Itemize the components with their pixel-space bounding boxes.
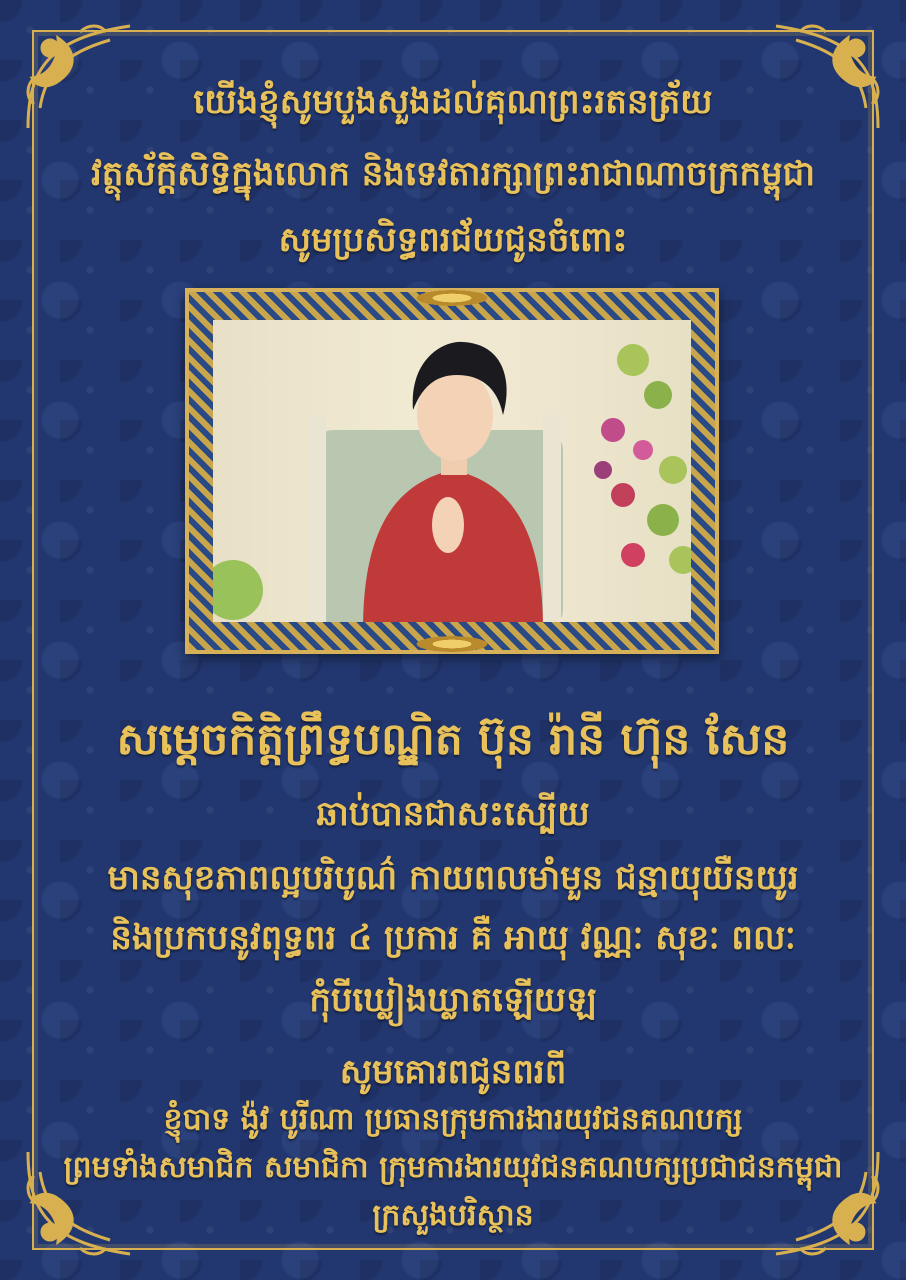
heading-line-3: សូមប្រសិទ្ធពរជ័យជូនចំពោះ bbox=[278, 220, 628, 260]
honoree-name: សម្តេចកិត្តិព្រឹទ្ធបណ្ឌិត ប៊ុន រ៉ានី ហ៊ុន សែន bbox=[116, 714, 790, 765]
frame-ornament-icon bbox=[407, 288, 497, 308]
from-line-1: ខ្ញុំបាទ ង៉ូវ បូរីណា ប្រធានក្រុមការងារយុវជនគណបក្ស bbox=[163, 1102, 743, 1137]
wish-line-2: មានសុខភាពល្អបរិបូណ៌ កាយពលមាំមួន ជន្មាយុយឺនយូរ bbox=[107, 858, 799, 898]
heading-line-1: យើងខ្ញុំសូមបួងសួងដល់គុណព្រះរតនត្រ័យ bbox=[193, 82, 713, 122]
from-label: សូមគោរពជូនពរពី bbox=[339, 1052, 567, 1092]
wish-line-3: និងប្រកបនូវពុទ្ធពរ ៤ ប្រការ គឺ អាយុ វណ្ណៈ សុខៈ ពលៈ bbox=[110, 918, 796, 958]
from-line-2: ព្រមទាំងសមាជិក សមាជិកា ក្រុមការងារយុវជនគណបក្សប្រជាជនកម្ពុជា bbox=[63, 1150, 843, 1185]
from-line-3: ក្រសួងបរិស្ថាន bbox=[372, 1198, 534, 1233]
portrait-frame bbox=[185, 288, 719, 654]
portrait-photo bbox=[213, 320, 691, 622]
heading-line-2: វត្ថុស័ក្តិសិទ្ធិក្នុងលោក និងទេវតារក្សាព្រះរាជាណាចក្រកម្ពុជា bbox=[90, 154, 816, 194]
wish-line-4: កុំបីឃ្លៀងឃ្លាតឡើយឡ bbox=[309, 980, 597, 1020]
wish-line-1: ឆាប់បានជាសះស្បើយ bbox=[316, 794, 590, 834]
frame-ornament-icon bbox=[407, 634, 497, 654]
